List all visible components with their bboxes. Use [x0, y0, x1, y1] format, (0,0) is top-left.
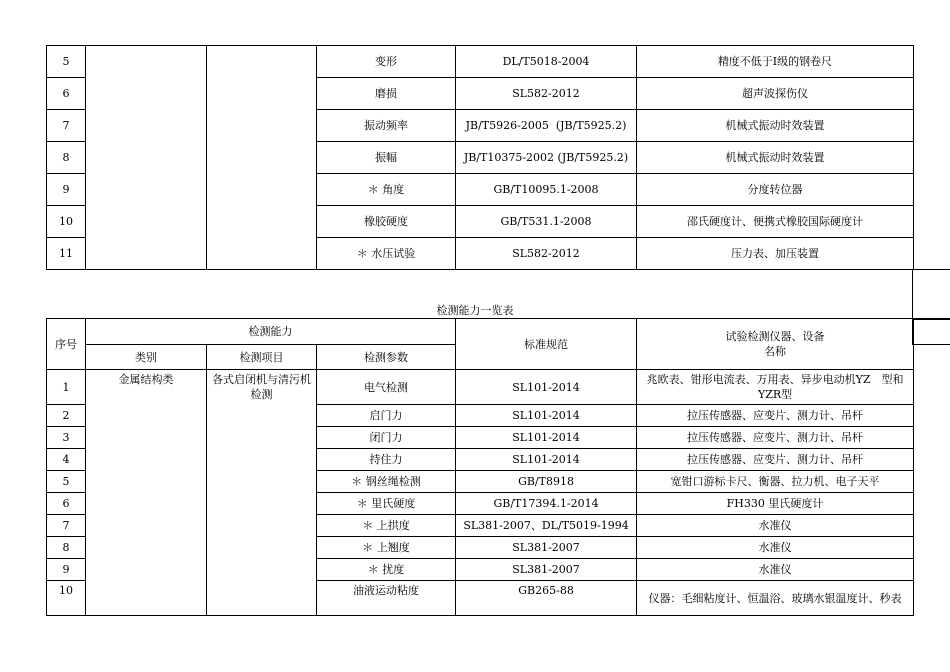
standard-cell: DL/T5018-2004 — [456, 46, 637, 78]
standard-cell: GB/T8918 — [456, 471, 637, 493]
side-box — [912, 318, 950, 345]
instrument-cell: 压力表、加压装置 — [637, 238, 914, 270]
standard-cell: JB/T10375-2002 (JB/T5925.2) — [456, 142, 637, 174]
instrument-cell: 兆欧表、钳形电流表、万用表、异步电动机YZ 型和YZR型 — [637, 370, 914, 405]
instrument-cell: 水准仪 — [637, 559, 914, 581]
item-cell: 各式启闭机与清污机检测 — [207, 370, 317, 616]
param-cell: ＊ 水压试验 — [317, 238, 456, 270]
row-number: 2 — [47, 405, 86, 427]
standard-cell: SL101-2014 — [456, 405, 637, 427]
row-number: 10 — [47, 581, 86, 616]
instrument-cell: 邵氏硬度计、便携式橡胶国际硬度计 — [637, 206, 914, 238]
param-cell: 振动频率 — [317, 110, 456, 142]
instrument-cell: 水准仪 — [637, 515, 914, 537]
param-cell: ＊ 角度 — [317, 174, 456, 206]
table-row — [47, 370, 914, 405]
param-cell: 启门力 — [317, 405, 456, 427]
param-cell: ＊ 里氏硬度 — [317, 493, 456, 515]
row-number: 9 — [47, 174, 86, 206]
instrument-cell: 仪器：毛细粘度计、恒温浴、玻璃水银温度计、秒表 — [637, 581, 914, 616]
param-cell: 橡胶硬度 — [317, 206, 456, 238]
header-category: 类别 — [86, 345, 207, 370]
capability-table — [46, 318, 914, 616]
header-capability: 检测能力 — [86, 319, 456, 345]
instrument-cell: 机械式振动时效装置 — [637, 142, 914, 174]
standard-cell: SL582-2012 — [456, 238, 637, 270]
table-caption: 检测能力一览表 — [436, 304, 514, 317]
instrument-cell: 分度转位器 — [637, 174, 914, 206]
param-cell: 磨损 — [317, 78, 456, 110]
standard-cell: SL582-2012 — [456, 78, 637, 110]
standard-cell: SL381-2007 — [456, 537, 637, 559]
instrument-cell: FH330 里氏硬度计 — [637, 493, 914, 515]
row-number: 5 — [47, 46, 86, 78]
row-number: 6 — [47, 78, 86, 110]
row-number: 5 — [47, 471, 86, 493]
standard-cell: SL101-2014 — [456, 370, 637, 405]
category-cell: 金属结构类 — [86, 370, 207, 616]
standard-cell: SL101-2014 — [456, 449, 637, 471]
header-instrument-line2: 名称 — [764, 345, 787, 358]
param-cell: ＊ 上翘度 — [317, 537, 456, 559]
standard-cell: GB/T10095.1-2008 — [456, 174, 637, 206]
table-row — [47, 46, 914, 78]
instrument-cell: 机械式振动时效装置 — [637, 110, 914, 142]
row-number: 7 — [47, 110, 86, 142]
standard-cell: SL101-2014 — [456, 427, 637, 449]
param-cell: 闭门力 — [317, 427, 456, 449]
header-standard: 标准规范 — [456, 319, 637, 370]
instrument-cell: 精度不低于Ⅰ级的钢卷尺 — [637, 46, 914, 78]
row-number: 3 — [47, 427, 86, 449]
param-cell: ＊ 扰度 — [317, 559, 456, 581]
row-number: 6 — [47, 493, 86, 515]
instrument-cell: 拉压传感器、应变片、测力计、吊杆 — [637, 449, 914, 471]
standard-cell: GB/T531.1-2008 — [456, 206, 637, 238]
header-item: 检测项目 — [207, 345, 317, 370]
param-cell: 振幅 — [317, 142, 456, 174]
row-number: 7 — [47, 515, 86, 537]
instrument-cell: 拉压传感器、应变片、测力计、吊杆 — [637, 427, 914, 449]
header-row — [47, 319, 914, 345]
row-number: 4 — [47, 449, 86, 471]
param-cell: ＊ 钢丝绳检测 — [317, 471, 456, 493]
header-instrument-line1: 试验检测仪器、设备 — [725, 330, 825, 343]
header-param: 检测参数 — [317, 345, 456, 370]
param-cell: 变形 — [317, 46, 456, 78]
row-number: 9 — [47, 559, 86, 581]
instrument-cell: 水准仪 — [637, 537, 914, 559]
instrument-cell: 拉压传感器、应变片、测力计、吊杆 — [637, 405, 914, 427]
row-number: 10 — [47, 206, 86, 238]
param-cell: 油液运动粘度 — [317, 581, 456, 616]
instrument-cell: 超声波探伤仪 — [637, 78, 914, 110]
instrument-cell: 宽钳口游标卡尺、衡器、拉力机、电子天平 — [637, 471, 914, 493]
param-cell: ＊ 上拱度 — [317, 515, 456, 537]
row-number: 1 — [47, 370, 86, 405]
capability-table-continued — [46, 45, 914, 270]
item-cell — [207, 46, 317, 270]
param-cell: 持住力 — [317, 449, 456, 471]
standard-cell: SL381-2007 — [456, 559, 637, 581]
standard-cell: JB/T5926-2005 (JB/T5925.2) — [456, 110, 637, 142]
header-no: 序号 — [47, 319, 86, 370]
row-number: 8 — [47, 537, 86, 559]
standard-cell: GB265-88 — [456, 581, 637, 616]
standard-cell: GB/T17394.1-2014 — [456, 493, 637, 515]
category-cell — [86, 46, 207, 270]
row-number: 8 — [47, 142, 86, 174]
standard-cell: SL381-2007、DL/T5019-1994 — [456, 515, 637, 537]
row-number: 11 — [47, 238, 86, 270]
header-instrument — [637, 319, 914, 370]
param-cell: 电气检测 — [317, 370, 456, 405]
